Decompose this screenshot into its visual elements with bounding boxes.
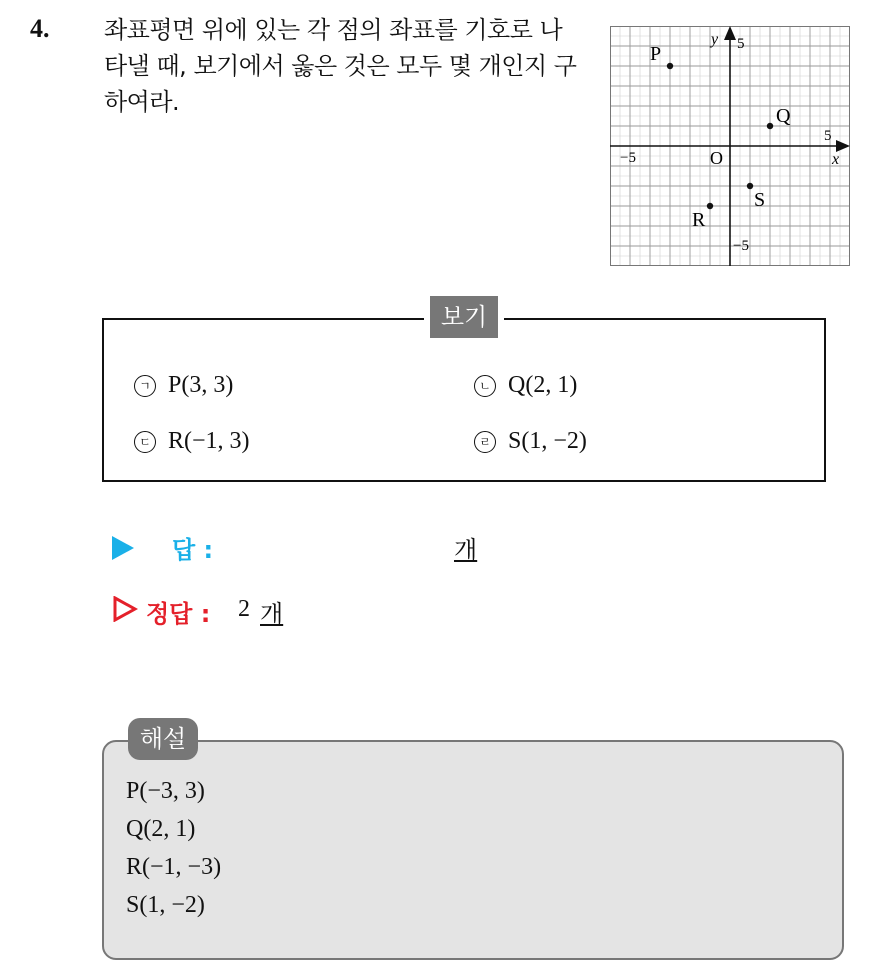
point-p (667, 63, 673, 69)
choice-marker: ㄱ (134, 375, 156, 397)
point-label-r: R (692, 209, 706, 231)
point-q (767, 123, 773, 129)
point-r (707, 203, 713, 209)
explanation-line: Q(2, 1) (126, 816, 196, 842)
answer-unit: 개 (454, 536, 478, 564)
correct-unit: 개 (260, 600, 284, 628)
choice-item (474, 372, 577, 399)
correct-value: 2 (238, 596, 250, 622)
x-axis-label: x (832, 151, 840, 168)
choice-text: S(1, −2) (508, 428, 587, 454)
point-s (747, 183, 753, 189)
question-text: 좌표평면 위에 있는 각 점의 좌표를 기호로 나타낼 때, 보기에서 옳은 것은 모두 몇 개인지 구하여라. (104, 16, 577, 116)
choice-text: R(−1, 3) (168, 428, 250, 454)
choice-marker: ㄴ (474, 375, 496, 397)
correct-arrow-icon (112, 596, 138, 622)
tick-y-neg: −5 (733, 238, 749, 254)
choice-item (134, 372, 233, 399)
y-axis-arrow-icon (724, 26, 736, 40)
y-axis-label: y (711, 31, 719, 48)
tick-x-pos: 5 (824, 128, 832, 144)
question-number: 4. (30, 14, 50, 43)
explanation-line: P(−3, 3) (126, 778, 205, 804)
choice-item (134, 428, 250, 455)
correct-label: 정답 : (146, 600, 211, 628)
point-label-p: P (650, 43, 662, 65)
origin-label: O (710, 148, 723, 168)
coordinate-plane (610, 26, 850, 266)
choice-marker: ㄷ (134, 431, 156, 453)
choices-box (102, 318, 826, 482)
axes (610, 26, 850, 266)
explanation-tag: 해설 (128, 718, 198, 760)
choice-text: Q(2, 1) (508, 372, 578, 398)
explanation-line: S(1, −2) (126, 892, 205, 918)
choice-item (474, 428, 587, 455)
choice-marker: ㄹ (474, 431, 496, 453)
tick-y-pos: 5 (737, 36, 745, 52)
explanation-box (102, 740, 844, 960)
answer-arrow-icon (112, 536, 134, 560)
answer-label: 답 : (172, 536, 214, 564)
point-label-q: Q (776, 105, 791, 127)
choice-text: P(3, 3) (168, 372, 234, 398)
choices-title: 보기 (430, 296, 498, 338)
explanation-line: R(−1, −3) (126, 854, 222, 880)
point-label-s: S (754, 189, 766, 211)
tick-x-neg: −5 (620, 150, 636, 166)
